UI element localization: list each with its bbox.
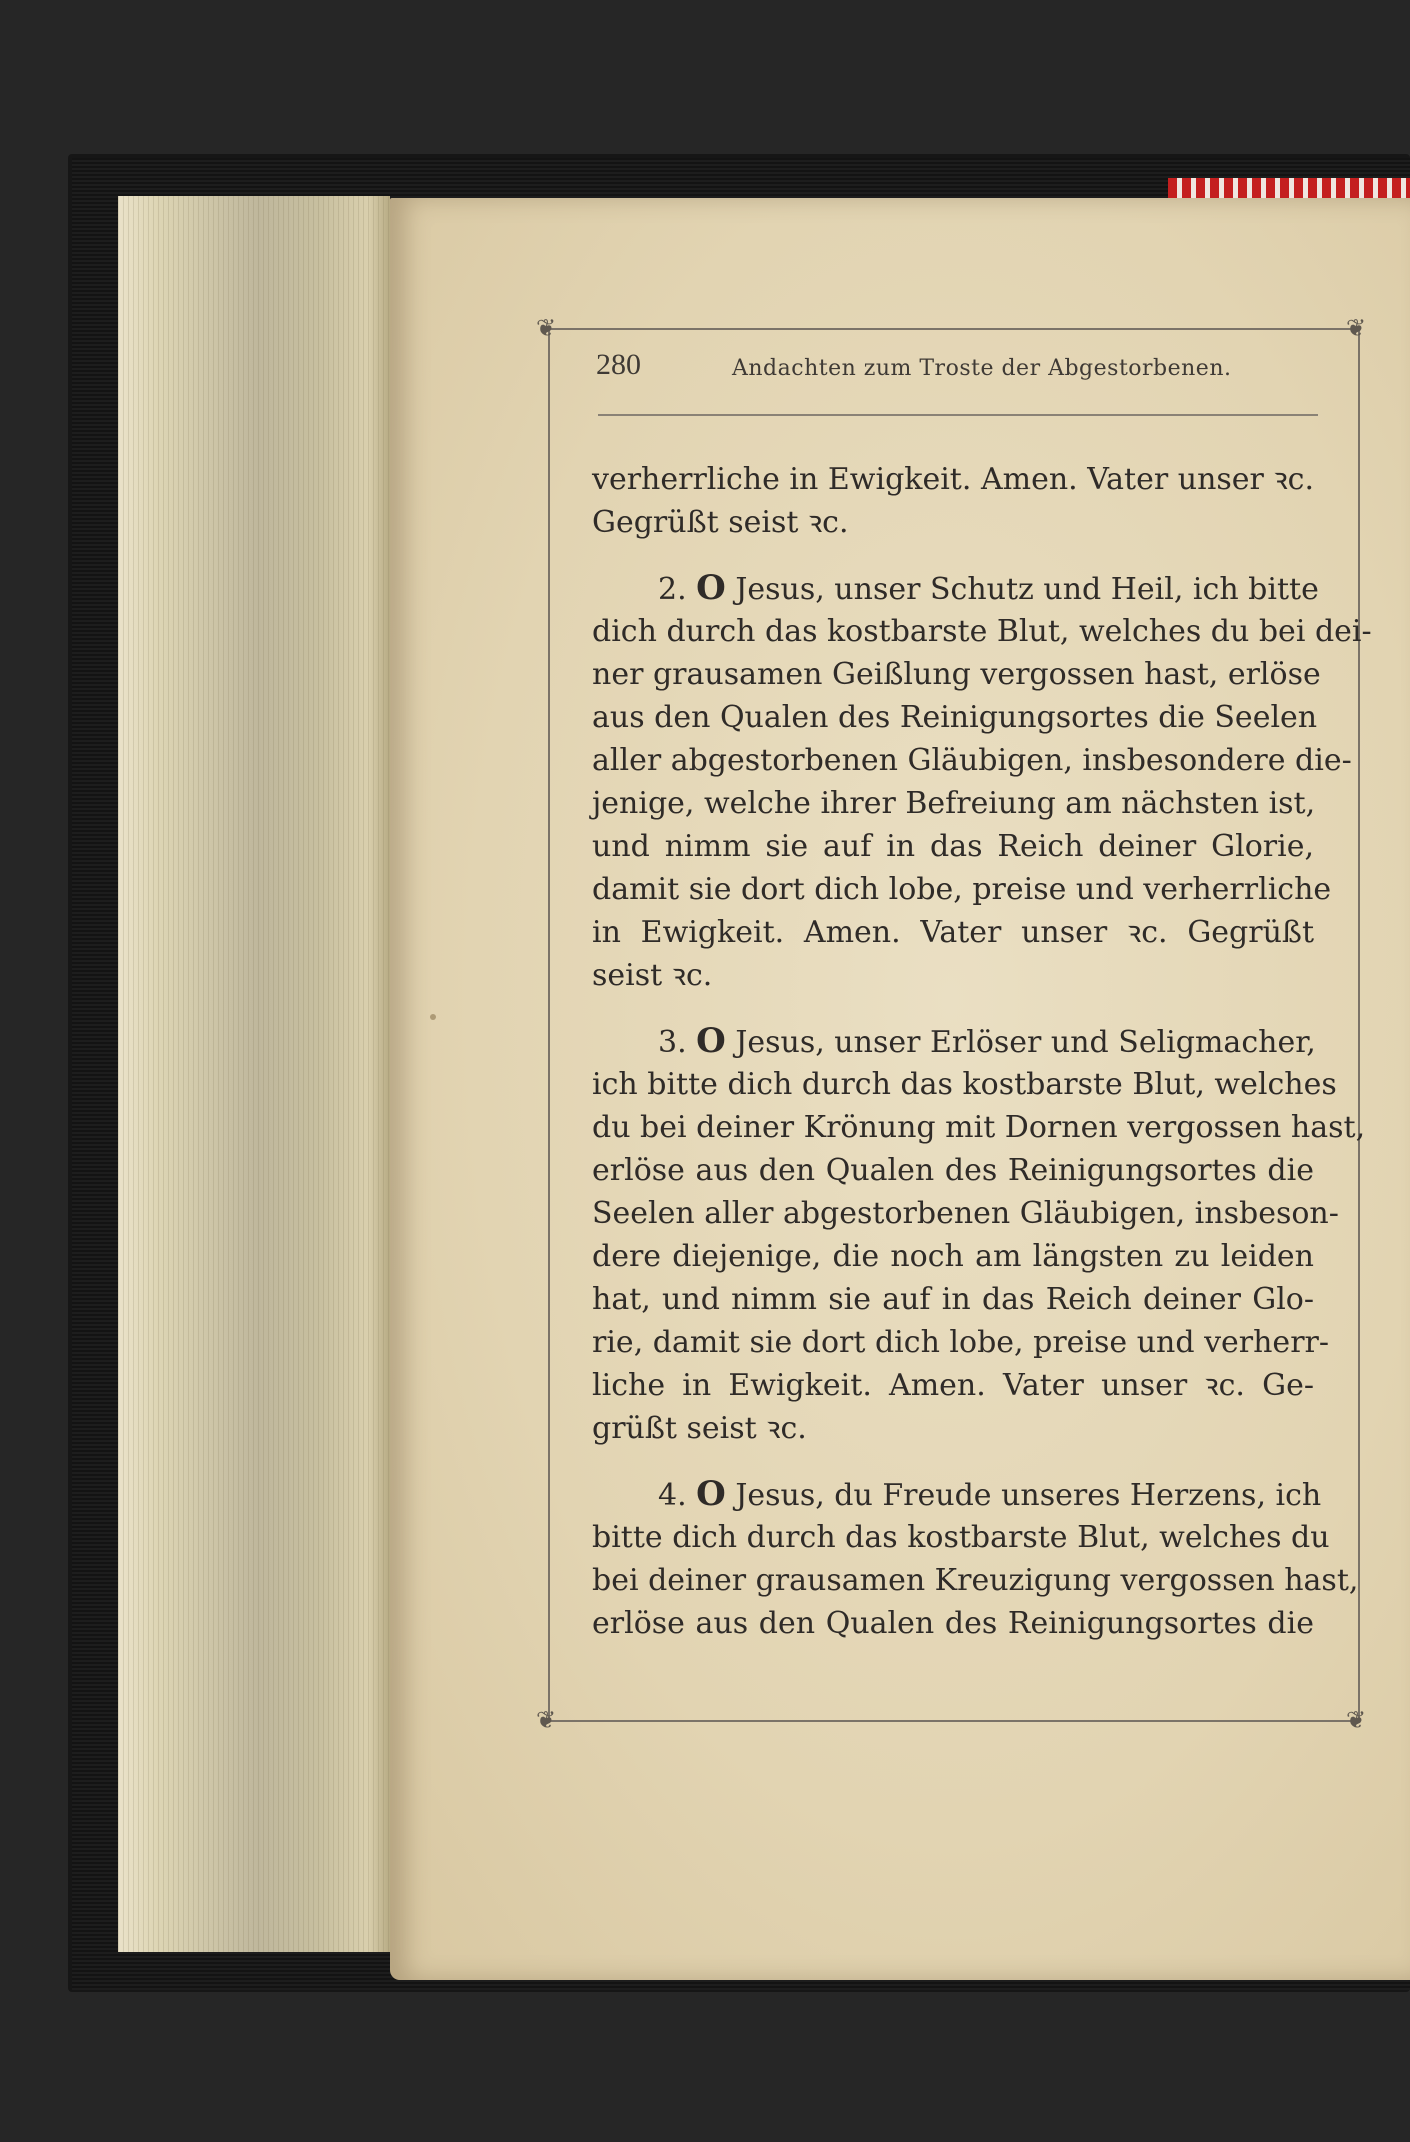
text-line: hat, und nimm sie auf in das Reich deiner Glo- (592, 1282, 1314, 1317)
frame-bottom-rule (548, 1720, 1358, 1722)
text-line: seist ꝛc. (592, 958, 713, 993)
page-number: 280 (596, 348, 641, 381)
corner-ornament-icon: ❦ (1346, 1706, 1367, 1734)
text-line: rie, damit sie dort dich lobe, preise und verherr- (592, 1325, 1330, 1360)
corner-ornament-icon: ❦ (1346, 314, 1367, 342)
text-line: und nimm sie auf in das Reich deiner Glorie, (592, 829, 1314, 864)
text-line: dere diejenige, die noch am längsten zu leiden (592, 1239, 1314, 1274)
frame-top-rule (548, 328, 1358, 330)
text-line: erlöse aus den Qualen des Reinigungsortes die (592, 1153, 1314, 1188)
text-line: ner grausamen Geißlung vergossen hast, erlöse (592, 657, 1321, 692)
corner-ornament-icon: ❦ (536, 314, 557, 342)
running-title: Andachten zum Troste der Abgestorbenen. (732, 356, 1232, 381)
text-line: du bei deiner Krönung mit Dornen vergossen hast, (592, 1110, 1366, 1145)
prayer-4-first-line: 4. O Jesus, du Freude unseres Herzens, ich (658, 1474, 1322, 1514)
text-line: in Ewigkeit. Amen. Vater unser ꝛc. Gegrüßt (592, 915, 1314, 950)
ornamental-initial: O (696, 1474, 726, 1514)
text-line: ich bitte dich durch das kostbarste Blut, welches (592, 1067, 1337, 1102)
page-text (592, 458, 1372, 1645)
prayer-number: 3. (658, 1025, 687, 1060)
header-rule (598, 414, 1318, 416)
text-line: aus den Qualen des Reinigungsortes die Seelen (592, 700, 1318, 735)
text-line: dich durch das kostbarste Blut, welches du bei dei- (592, 614, 1372, 649)
corner-ornament-icon: ❦ (536, 1706, 557, 1734)
prayer-3-first-line: 3. O Jesus, unser Erlöser und Seligmacher, (658, 1021, 1316, 1061)
page-block-edge (118, 196, 390, 1952)
ornamental-initial: O (696, 1021, 726, 1061)
text-line: verherrliche in Ewigkeit. Amen. Vater unser ꝛc. (592, 462, 1314, 497)
paper-spot (430, 1014, 436, 1020)
text-line: damit sie dort dich lobe, preise und verherrliche (592, 872, 1332, 907)
prayer-number: 2. (658, 572, 687, 607)
prayer-2-first-line: 2. O Jesus, unser Schutz und Heil, ich bitte (658, 568, 1319, 608)
text-line: aller abgestorbenen Gläubigen, insbesondere die- (592, 743, 1352, 778)
text-line: Seelen aller abgestorbenen Gläubigen, insbeson- (592, 1196, 1339, 1231)
text-line: jenige, welche ihrer Befreiung am nächsten ist, (592, 786, 1316, 821)
text-line: grüßt seist ꝛc. (592, 1411, 807, 1446)
text-line: bitte dich durch das kostbarste Blut, welches du (592, 1520, 1330, 1555)
prayer-number: 4. (658, 1478, 687, 1513)
text-line: Gegrüßt seist ꝛc. (592, 505, 849, 540)
text-line: liche in Ewigkeit. Amen. Vater unser ꝛc. Ge- (592, 1368, 1314, 1403)
text-line: erlöse aus den Qualen des Reinigungsortes die (592, 1606, 1314, 1641)
ornamental-initial: O (696, 568, 726, 608)
text-line: bei deiner grausamen Kreuzigung vergossen hast, (592, 1563, 1359, 1598)
